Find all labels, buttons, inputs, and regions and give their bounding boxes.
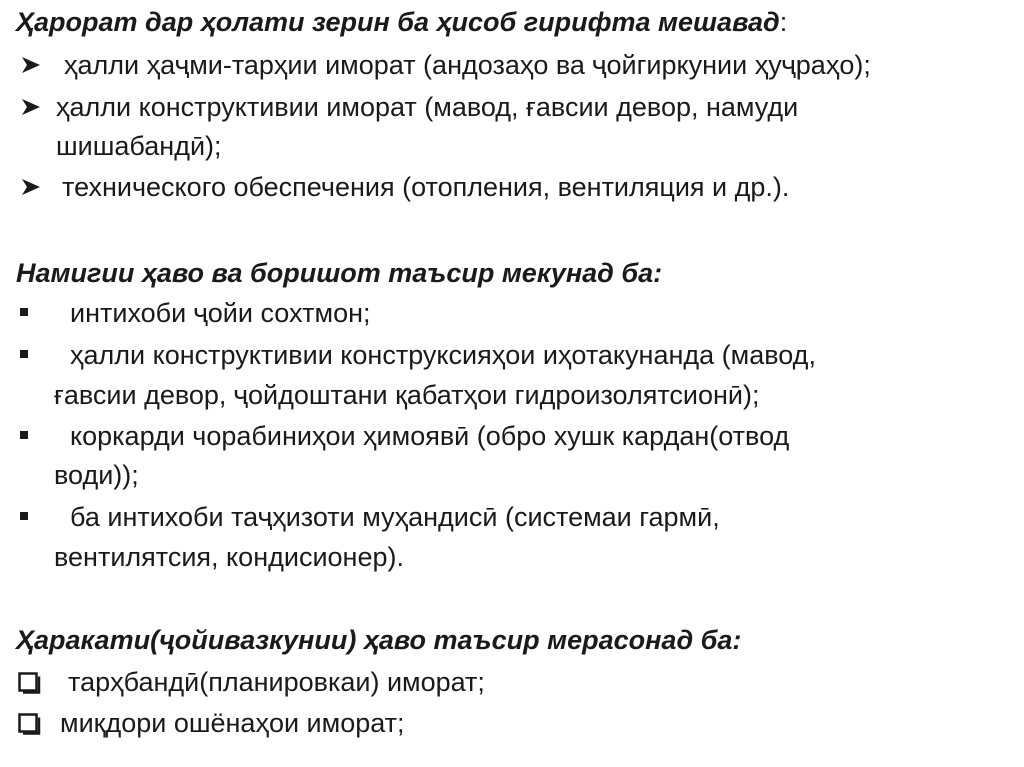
square-bullet-icon xyxy=(20,308,28,316)
list-item-text: миқдори ошёнаҳои иморат; xyxy=(60,708,405,738)
list-item-text: ба интихоби таҷҳизоти муҳандисӣ (системаи гармӣ, xyxy=(70,502,720,532)
list-item-text: ҳалли ҳаҷми-тарҳии иморат (андозаҳо ва ҷойгиркунии ҳуҷраҳо); xyxy=(64,50,871,80)
section3-heading xyxy=(16,622,741,658)
list-item-text: ҳалли конструктивии иморат (мавод, ғавсии девор, намуди xyxy=(56,92,799,122)
list-item-text: ҳалли конструктивии конструксияҳои иҳотакунанда (мавод, xyxy=(70,340,816,370)
list-item-text: коркарди чорабиниҳои ҳимоявӣ (обро хушк кардан(отвод xyxy=(70,421,790,451)
checkbox-bullet-icon xyxy=(18,713,42,735)
list-item-text: шишабандӣ); xyxy=(56,131,222,161)
arrow-bullet-icon xyxy=(20,178,42,196)
square-bullet-icon xyxy=(20,431,28,439)
section2-heading xyxy=(16,255,662,291)
section3-heading-text: Ҳаракати(ҷойивазкунии) ҳаво таъсир мерасонад ба: xyxy=(16,625,742,655)
square-bullet-icon xyxy=(20,512,28,520)
arrow-bullet-icon xyxy=(20,98,42,116)
list-item-text: тарҳбандӣ(планировкаи) иморат; xyxy=(68,667,485,697)
section2-heading-text: Намигии ҳаво ва боришот таъсир мекунад ба: xyxy=(16,258,663,288)
list-item-text: вентилятсия, кондисионер). xyxy=(54,542,404,572)
list-item-text: ғавсии девор, ҷойдоштани қабатҳои гидроизолятсионӣ); xyxy=(54,380,760,410)
list-item-text: интихоби ҷойи сохтмон; xyxy=(70,298,371,328)
checkbox-bullet-icon xyxy=(18,672,42,694)
square-bullet-icon xyxy=(20,350,28,358)
section1-heading-text: Ҳарорат дар ҳолати зерин ба ҳисоб гирифта мешавад xyxy=(16,7,780,37)
list-item-text: технического обеспечения (отопления, вентиляция и др.). xyxy=(62,172,790,202)
arrow-bullet-icon xyxy=(20,56,42,74)
section1-heading-colon: : xyxy=(779,7,788,37)
list-item-text: води)); xyxy=(54,460,139,490)
section1-heading xyxy=(16,4,787,40)
